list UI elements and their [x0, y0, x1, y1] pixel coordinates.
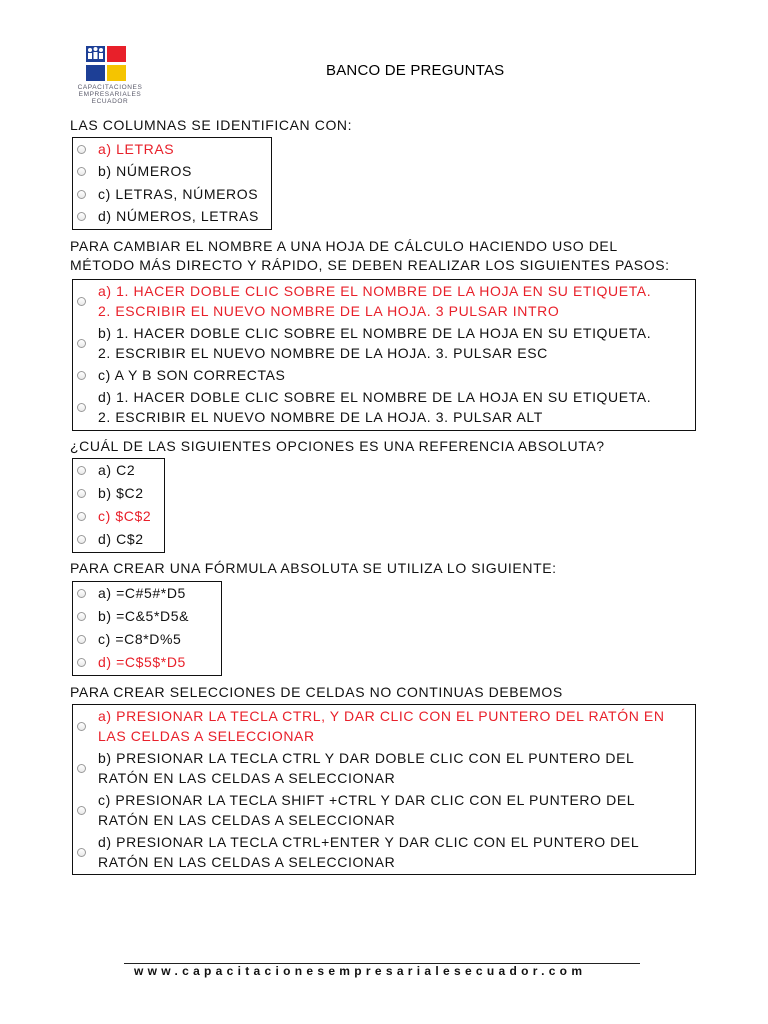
logo-square-blue-bottom [86, 65, 105, 81]
logo-line-2: EMPRESARIALES [78, 91, 142, 98]
page-title: BANCO DE PREGUNTAS [326, 62, 505, 79]
option-4c[interactable]: c) =C8*D%5 [77, 630, 215, 650]
radio-icon[interactable] [77, 658, 86, 667]
radio-icon[interactable] [77, 512, 86, 521]
logo-square-yellow [107, 65, 126, 81]
option-1a[interactable]: a) LETRAS [77, 140, 265, 160]
radio-icon[interactable] [77, 403, 86, 412]
people-icon [86, 46, 105, 62]
radio-icon[interactable] [77, 212, 86, 221]
option-2a[interactable]: a) 1. HACER DOBLE CLIC SOBRE EL NOMBRE DE LA HOJA EN SU ETIQUETA. 2. ESCRIBIR EL NUEVO NOMBRE DE LA HOJA. 3 PULSAR INTRO [77, 282, 689, 321]
option-4d[interactable]: d) =C$5$*D5 [77, 653, 215, 673]
option-5d[interactable]: d) PRESIONAR LA TECLA CTRL+ENTER Y DAR CLIC CON EL PUNTERO DEL RATÓN EN LAS CELDAS A SELECCIONAR [77, 833, 689, 872]
radio-icon[interactable] [77, 848, 86, 857]
option-1c[interactable]: c) LETRAS, NÚMEROS [77, 185, 265, 205]
answer-box-3 [72, 458, 165, 553]
option-2b[interactable]: b) 1. HACER DOBLE CLIC SOBRE EL NOMBRE DE LA HOJA EN SU ETIQUETA. 2. ESCRIBIR EL NUEVO NOMBRE DE LA HOJA. 3. PULSAR ESC [77, 324, 689, 363]
radio-icon[interactable] [77, 722, 86, 731]
answer-box-2 [72, 279, 696, 431]
option-5c[interactable]: c) PRESIONAR LA TECLA SHIFT +CTRL Y DAR CLIC CON EL PUNTERO DEL RATÓN EN LAS CELDAS A SELECCIONAR [77, 791, 689, 830]
question-1: LAS COLUMNAS SE IDENTIFICAN CON: [70, 117, 353, 133]
radio-icon[interactable] [77, 612, 86, 621]
option-5a[interactable]: a) PRESIONAR LA TECLA CTRL, Y DAR CLIC CON EL PUNTERO DEL RATÓN EN LAS CELDAS A SELECCIONAR [77, 707, 689, 746]
option-3a[interactable]: a) C2 [77, 461, 158, 481]
radio-icon[interactable] [77, 190, 86, 199]
radio-icon[interactable] [77, 371, 86, 380]
radio-icon[interactable] [77, 167, 86, 176]
radio-icon[interactable] [77, 806, 86, 815]
option-1d[interactable]: d) NÚMEROS, LETRAS [77, 207, 265, 227]
radio-icon[interactable] [77, 635, 86, 644]
radio-icon[interactable] [77, 145, 86, 154]
logo-square-red [107, 46, 126, 62]
question-5: PARA CREAR SELECCIONES DE CELDAS NO CONTINUAS DEBEMOS [70, 684, 563, 700]
logo-line-1: CAPACITACIONES [77, 84, 143, 91]
question-2-line-1: PARA CAMBIAR EL NOMBRE A UNA HOJA DE CÁLCULO HACIENDO USO DEL [70, 238, 618, 254]
question-2 [70, 237, 670, 275]
option-3c[interactable]: c) $C$2 [77, 507, 158, 527]
answer-box-4 [72, 581, 222, 676]
answer-box-1 [72, 137, 272, 230]
option-1b[interactable]: b) NÚMEROS [77, 162, 265, 182]
option-5b[interactable]: b) PRESIONAR LA TECLA CTRL Y DAR DOBLE CLIC CON EL PUNTERO DEL RATÓN EN LAS CELDAS A SELECCIONAR [77, 749, 689, 788]
option-4b[interactable]: b) =C&5*D5& [77, 607, 215, 627]
logo-square-blue-top [86, 46, 105, 62]
option-2d[interactable]: d) 1. HACER DOBLE CLIC SOBRE EL NOMBRE DE LA HOJA EN SU ETIQUETA. 2. ESCRIBIR EL NUEVO NOMBRE DE LA HOJA. 3. PULSAR ALT [77, 388, 689, 427]
footer-website[interactable]: www.capacitacionesempresarialesecuador.com [134, 964, 587, 978]
option-3d[interactable]: d) C$2 [77, 530, 158, 550]
option-4a[interactable]: a) =C#5#*D5 [77, 584, 215, 604]
radio-icon[interactable] [77, 589, 86, 598]
question-2-line-2: MÉTODO MÁS DIRECTO Y RÁPIDO, SE DEBEN REALIZAR LOS SIGUIENTES PASOS: [70, 257, 670, 273]
radio-icon[interactable] [77, 339, 86, 348]
radio-icon[interactable] [77, 466, 86, 475]
radio-icon[interactable] [77, 489, 86, 498]
radio-icon[interactable] [77, 535, 86, 544]
radio-icon[interactable] [77, 764, 86, 773]
radio-icon[interactable] [77, 297, 86, 306]
option-3b[interactable]: b) $C2 [77, 484, 158, 504]
logo-line-3: ECUADOR [91, 98, 129, 105]
question-3: ¿CUÁL DE LAS SIGUIENTES OPCIONES ES UNA REFERENCIA ABSOLUTA? [70, 438, 605, 454]
logo-text [70, 84, 150, 105]
answer-box-5 [72, 704, 696, 875]
question-4: PARA CREAR UNA FÓRMULA ABSOLUTA SE UTILIZA LO SIGUIENTE: [70, 560, 557, 576]
option-2c[interactable]: c) A Y B SON CORRECTAS [77, 366, 689, 386]
